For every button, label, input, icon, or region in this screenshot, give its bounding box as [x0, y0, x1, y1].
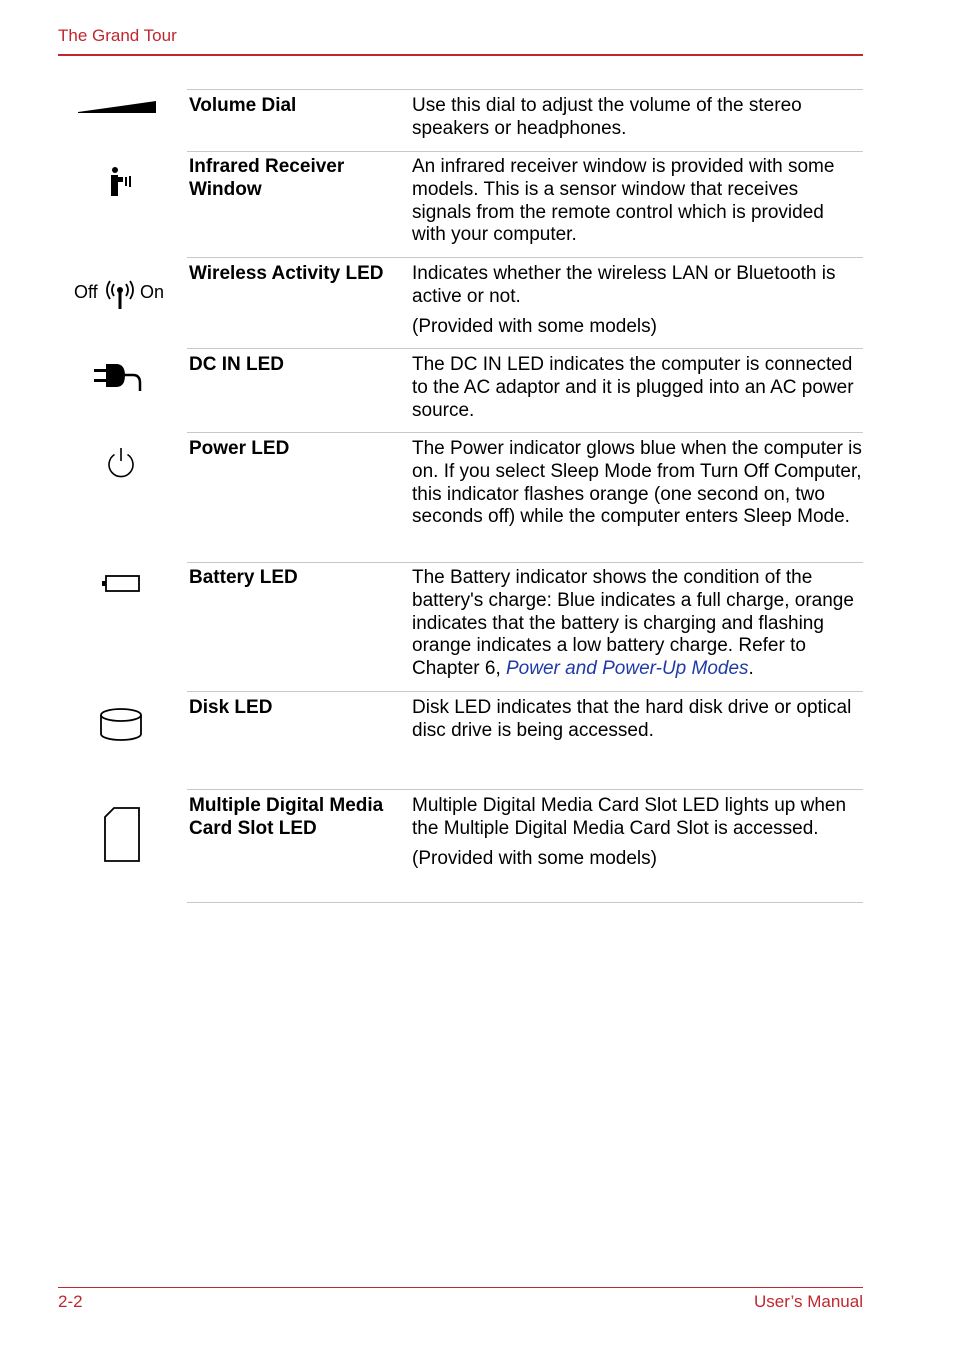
wireless-on-label: On [140, 282, 165, 302]
row-divider [187, 789, 863, 790]
running-header: The Grand Tour [58, 26, 177, 45]
desc-dc-in-led: The DC IN LED indicates the computer is connected to the AC adaptor and it is plugged into an AC power source. [412, 354, 854, 421]
term-media-card-slot-led: Multiple Digital Media Card Slot LED [189, 795, 384, 839]
desc-battery-led: The Battery indicator shows the condition of the battery's charge: Blue indicates a full charge, orange indicates that the battery is charging and flashing orange indicates a low battery charge. Refer to Chapter 6, Power and Power-Up Modes. [412, 567, 854, 680]
page-number: 2-2 [58, 1292, 83, 1311]
row-divider [187, 151, 863, 152]
header-rule [58, 54, 863, 56]
manual-title: User’s Manual [754, 1292, 863, 1311]
desc-volume-dial: Use this dial to adjust the volume of the stereo speakers or headphones. [412, 95, 802, 139]
term-power-led: Power LED [189, 438, 290, 459]
term-disk-led: Disk LED [189, 697, 273, 718]
term-battery-led: Battery LED [189, 567, 298, 588]
row-divider [187, 348, 863, 349]
wireless-antenna-icon [103, 278, 137, 310]
desc-wireless-activity-led: Indicates whether the wireless LAN or Bluetooth is active or not. (Provided with some models) [412, 263, 836, 337]
chapter-6-link[interactable]: Power and Power-Up Modes [506, 658, 749, 680]
row-divider [187, 432, 863, 433]
term-wireless-activity-led: Wireless Activity LED [189, 263, 384, 284]
dc-plug-icon [92, 362, 144, 394]
volume-wedge-icon [78, 100, 158, 114]
row-divider [187, 902, 863, 903]
desc-power-led: The Power indicator glows blue when the computer is on. If you select Sleep Mode from Turn Off Computer, this indicator flashes orange (one second on, two seconds off) while the computer enters Sleep Mode. [412, 438, 862, 528]
battery-icon [100, 574, 142, 594]
row-divider [187, 562, 863, 563]
footer-rule [58, 1287, 863, 1288]
desc-media-card-slot-led: Multiple Digital Media Card Slot LED lights up when the Multiple Digital Media Card Slot is accessed. (Provided with some models) [412, 795, 847, 869]
term-volume-dial: Volume Dial [189, 95, 297, 116]
desc-infrared-receiver-window: An infrared receiver window is provided with some models. This is a sensor window that receives signals from the remote control which is provided with your computer. [412, 156, 835, 246]
row-divider [187, 691, 863, 692]
power-icon [105, 446, 137, 480]
desc-disk-led: Disk LED indicates that the hard disk drive or optical disc drive is being accessed. [412, 697, 852, 741]
term-dc-in-led: DC IN LED [189, 354, 284, 375]
term-infrared-receiver-window: Infrared Receiver Window [189, 156, 345, 200]
row-divider [187, 89, 863, 90]
media-card-icon [102, 806, 142, 864]
disk-icon [98, 706, 144, 744]
infrared-receiver-icon [108, 166, 136, 198]
wireless-off-label: Off [74, 282, 98, 302]
row-divider [187, 257, 863, 258]
